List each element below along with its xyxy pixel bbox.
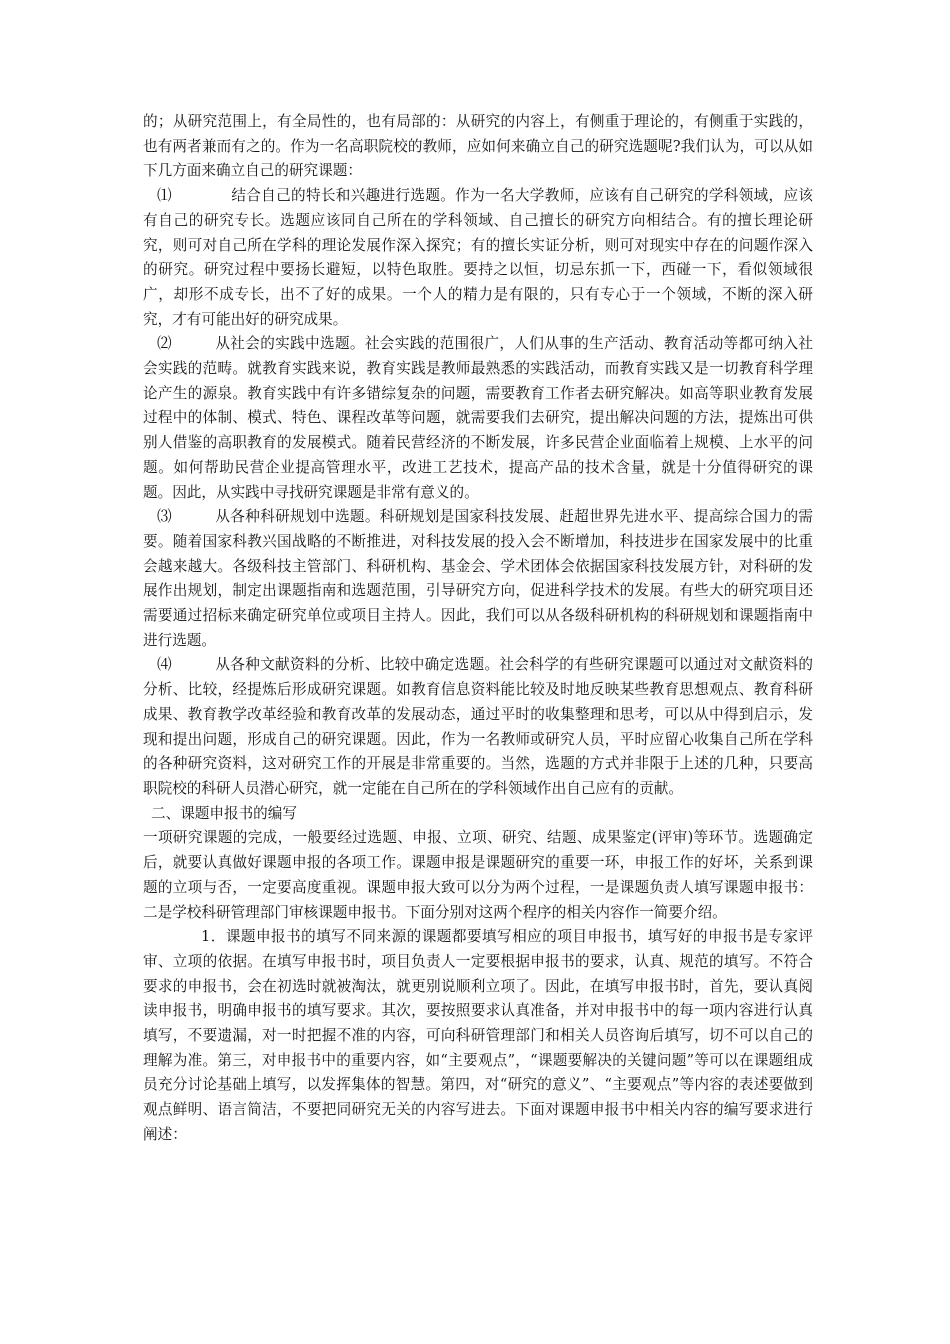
item-text: 从各种科研规划中选题。科研规划是国家科技发展、赶超世界先进水平、提高综合国力的需要。随着国家科教兴国战略的不断推进，对科技发展的投入会不断增加，科技进步在国家发展中的比重会越来越大。各级科技主管部门、科研机构、基金会、学术团体会依据国家科技发展方针，对科研的发展作出规划，制定出课题指南和选题范围，引导研究方向，促进科学技术的发展。有些大的研究项目还需要通过招标来确定研究单位或项目主持人。因此，我们可以从各级科研机构的科研规划和课题指南中进行选题。 xyxy=(143,508,813,649)
item-text: 从社会的实践中选题。社会实践的范围很广，人们从事的生产活动、教育活动等都可纳入社会实践的范畴。就教育实践来说，教育实践是教师最熟悉的实践活动，而教育实践又是一切教育科学理论产生的源泉。教育实践中有许多错综复杂的问题，需要教育工作者去研究解决。如高等职业教育发展过程中的体制、模式、特色、课程改革等问题，就需要我们去研究，提出解决问题的方法，提炼出可供别人借鉴的高职教育的发展模式。随着民营经济的不断发展，许多民营企业面临着上规模、上水平的问题。如何帮助民营企业提高管理水平，改进工艺技术，提高产品的技术含量，就是十分值得研究的课题。因此，从实践中寻找研究课题是非常有意义的。 xyxy=(143,335,813,501)
list-item xyxy=(143,653,813,801)
list-item xyxy=(143,332,813,505)
item-number: ⑵ xyxy=(157,335,172,353)
item-number: ⑴ xyxy=(157,187,172,205)
document-body xyxy=(143,110,813,1148)
item-text: 从各种文献资料的分析、比较中确定选题。社会科学的有些研究课题可以通过对文献资料的分析、比较，经提炼后形成研究课题。如教育信息资料能比较及时地反映某些教育思想观点、教育科研成果、教育教学改革经验和教育改革的发展动态，通过平时的收集整理和思考，可以从中得到启示，发现和提出问题，形成自己的研究课题。因此，作为一名教师或研究人员，平时应留心收集自己所在学科的各种研究资料，这对研究工作的开展是非常重要的。当然，选题的方式并非限于上述的几种，只要高职院校的科研人员潜心研究，就一定能在自己所在的学科领域作出自己应有的贡献。 xyxy=(143,656,813,797)
section-heading: 二、课题申报书的编写 xyxy=(151,804,297,822)
paragraph-intro: 的；从研究范围上，有全局性的，也有局部的：从研究的内容上，有侧重于理论的，有侧重于实践的，也有两者兼而有之的。作为一名高职院校的教师，应如何来确立自己的研究选题呢?我们认为，可以从如下几方面来确立自己的研究课题： xyxy=(143,113,813,180)
paragraph-subsection-1: 1．课题申报书的填写不同来源的课题都要填写相应的项目申报书，填写好的申报书是专家评审、立项的依据。在填写申报书时，项目负责人一定要根据申报书的要求，认真、规范的填写。不符合要求的申报书，会在初选时就被淘汰，就更别说顺利立项了。因此，在填写申报书时，首先，要认真阅读申报书，明确申报书的填写要求。其次，要按照要求认真准备，并对申报书中的每一项内容进行认真填写，不要遗漏，对一时把握不准的内容，可向科研管理部门和相关人员咨询后填写，切不可以自己的理解为准。第三，对申报书中的重要内容，如“主要观点”，“课题要解决的关键问题”等可以在课题组成员充分讨论基础上填写，以发挥集体的智慧。第四，对“研究的意义”、“主要观点”等内容的表述要做到观点鲜明、语言简洁，不要把同研究无关的内容写进去。下面对课题申报书中相关内容的编写要求进行阐述： xyxy=(143,928,813,1143)
item-number: ⑷ xyxy=(157,656,172,674)
list-item xyxy=(143,184,813,332)
list-item xyxy=(143,505,813,653)
item-number: ⑶ xyxy=(157,508,172,526)
paragraph-section-2: 一项研究课题的完成，一般要经过选题、申报、立项、研究、结题、成果鉴定(评审)等环节。选题确定后，就要认真做好课题申报的各项工作。课题申报是课题研究的重要一环，申报工作的好坏，关系到课题的立项与否，一定要高度重视。课题申报大致可以分为两个过程，一是课题负责人填写课题申报书：二是学校科研管理部门审核课题申报书。下面分别对这两个程序的相关内容作一简要介绍。 xyxy=(143,829,813,921)
item-text: 结合自己的特长和兴趣进行选题。作为一名大学教师，应该有自己研究的学科领域，应该有自己的研究专长。选题应该同自己所在的学科领域、自己擅长的研究方向相结合。有的擅长理论研究，则可对自己所在学科的理论发展作深入探究；有的擅长实证分析，则可对现实中存在的问题作深入的研究。研究过程中要扬长避短，以特色取胜。要持之以恒，切忌东抓一下，西碰一下，看似领域很广，却形不成专长，出不了好的成果。一个人的精力是有限的，只有专心于一个领域，不断的深入研究，才有可能出好的研究成果。 xyxy=(143,187,813,328)
